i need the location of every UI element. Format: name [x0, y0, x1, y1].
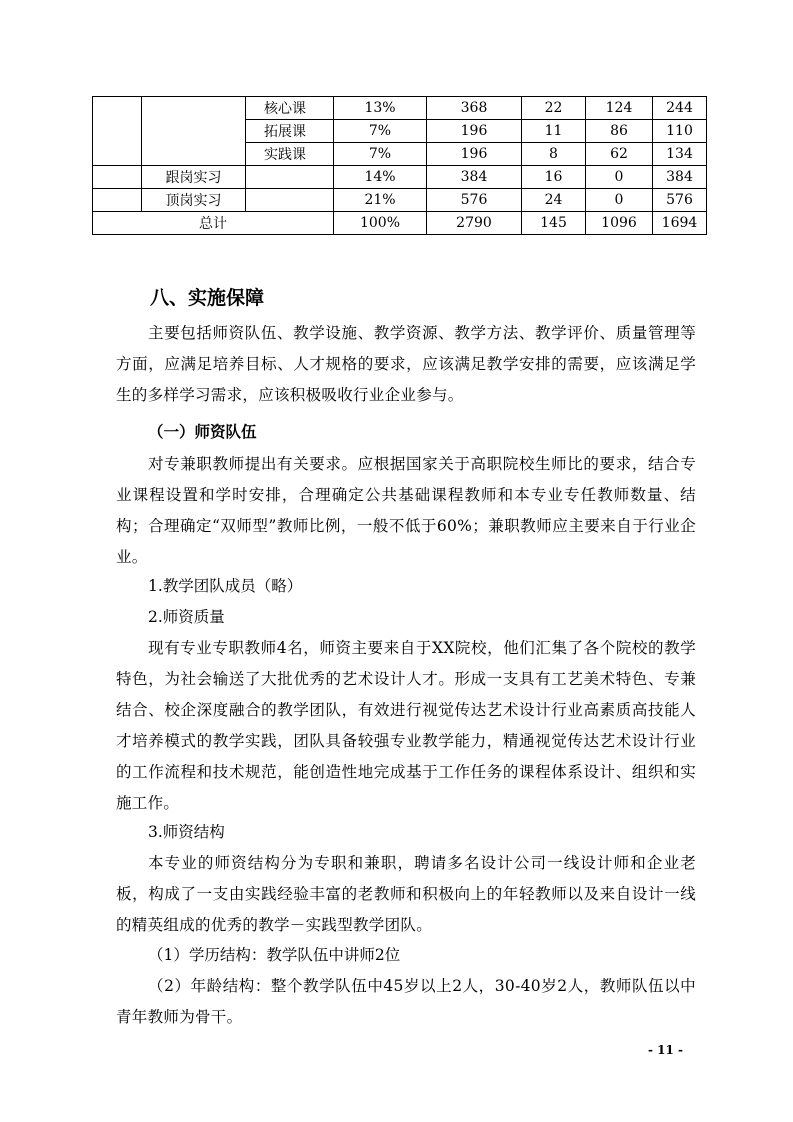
table-cell: 86 [586, 120, 653, 143]
table-cell: 384 [427, 166, 522, 189]
table-cell: 总计 [93, 212, 334, 235]
table-cell: 110 [653, 120, 707, 143]
table-cell: 100% [334, 212, 427, 235]
table-cell: 576 [653, 189, 707, 212]
table-cell: 实践课 [246, 143, 334, 166]
table-cell: 196 [427, 120, 522, 143]
table-cell: 8 [522, 143, 586, 166]
page-number: - 11 - [648, 1043, 684, 1057]
table-cell [246, 189, 334, 212]
list-item: 2.师资质量 [148, 608, 225, 626]
table-cell: 384 [653, 166, 707, 189]
intro-paragraph: 主要包括师资队伍、教学设施、教学资源、教学方法、教学评价、质量管理等方面，应满足培养目标、人才规格的要求，应该满足教学安排的需要，应该满足学生的多样学习需求，应该积极吸收行业企业参与。 [116, 324, 696, 404]
table-cell: 576 [427, 189, 522, 212]
table-cell: 0 [586, 166, 653, 189]
table-cell: 145 [522, 212, 586, 235]
table-cell: 0 [586, 189, 653, 212]
table-total-row [93, 212, 707, 235]
section-title: 八、实施保障 [150, 287, 265, 309]
age-structure-paragraph: （2）年龄结构：整个教学队伍中45岁以上2人，30-40岁2人，教师队伍以中青年教师为骨干。 [116, 977, 696, 1026]
table-cell: 拓展课 [246, 120, 334, 143]
table-cell: 跟岗实习 [142, 166, 246, 189]
teacher-structure-paragraph: 本专业的师资结构分为专职和兼职，聘请多名设计公司一线设计师和企业老板，构成了一支由实践经验丰富的老教师和积极向上的年轻教师以及来自设计一线的精英组成的优秀的教学－实践型教学团队。 [116, 854, 696, 934]
table-cell: 1096 [586, 212, 653, 235]
table-cell [246, 166, 334, 189]
table-cell: 13% [334, 97, 427, 120]
table-cell: 1694 [653, 212, 707, 235]
table-cell: 196 [427, 143, 522, 166]
table-cell: 368 [427, 97, 522, 120]
table-cell: 244 [653, 97, 707, 120]
table-cell: 14% [334, 166, 427, 189]
table-cell: 62 [586, 143, 653, 166]
credit-hours-table [92, 96, 707, 235]
table-cell: 2790 [427, 212, 522, 235]
table-row [93, 97, 707, 120]
table-cell: 11 [522, 120, 586, 143]
table-cell: 7% [334, 143, 427, 166]
table-cell: 22 [522, 97, 586, 120]
table-row [93, 166, 707, 189]
table-cell [93, 189, 142, 212]
table-cell [93, 166, 142, 189]
table-cell [93, 97, 142, 166]
table-cell: 核心课 [246, 97, 334, 120]
list-item: （1）学历结构：教学队伍中讲师2位 [148, 946, 401, 964]
table-cell: 顶岗实习 [142, 189, 246, 212]
table-cell: 7% [334, 120, 427, 143]
list-item: 1.教学团队成员（略） [148, 577, 303, 595]
table-cell: 24 [522, 189, 586, 212]
table-cell [142, 97, 246, 166]
table-cell: 21% [334, 189, 427, 212]
teacher-quality-paragraph: 现有专业专职教师4名，师资主要来自于XX院校，他们汇集了各个院校的教学特色，为社会输送了大批优秀的艺术设计人才。形成一支具有工艺美术特色、专兼结合、校企深度融合的教学团队，有效进行视觉传达艺术设计行业高素质高技能人才培养模式的教学实践，团队具备较强专业教学能力，精通视觉传达艺术设计行业的工作流程和技术规范，能创造性地完成基于工作任务的课程体系设计、组织和实施工作。 [116, 639, 696, 812]
table-row [93, 189, 707, 212]
table-cell: 134 [653, 143, 707, 166]
table-cell: 16 [522, 166, 586, 189]
teacher-requirements-paragraph: 对专兼职教师提出有关要求。应根据国家关于高职院校生师比的要求，结合专业课程设置和学时安排，合理确定公共基础课程教师和本专业专任教师数量、结构；合理确定“双师型”教师比例，一般不低于60%；兼职教师应主要来自于行业企业。 [116, 455, 696, 566]
list-item: 3.师资结构 [148, 823, 225, 841]
table-cell: 124 [586, 97, 653, 120]
subsection-title: （一）师资队伍 [148, 423, 257, 441]
